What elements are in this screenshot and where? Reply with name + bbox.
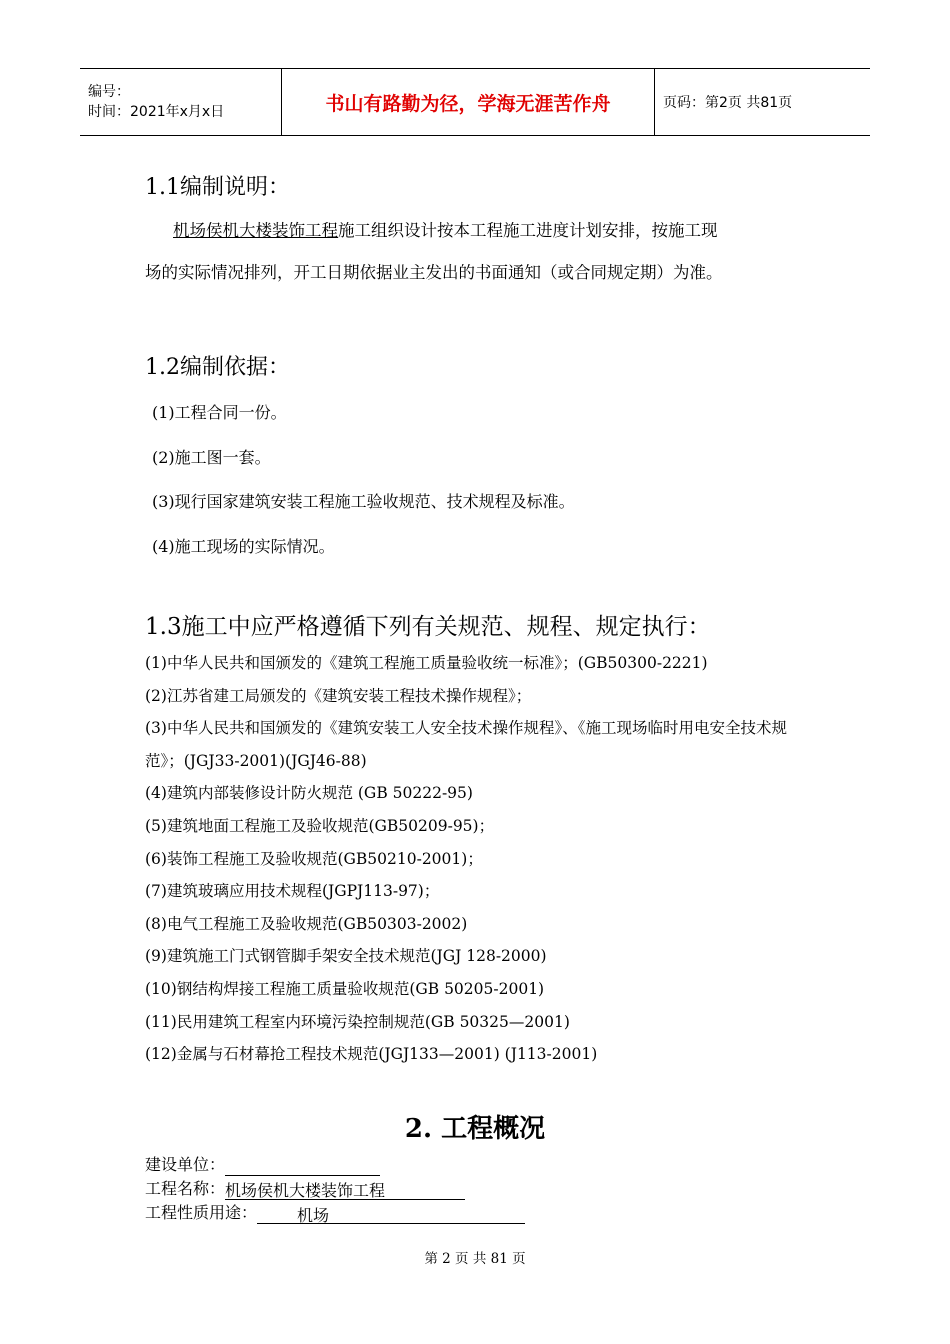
header-left-cell bbox=[80, 69, 282, 135]
spec-item-9: (9)建筑施工门式钢管脚手架安全技术规范(JGJ 128-2000) bbox=[145, 947, 547, 966]
spec-item-1: (1)中华人民共和国颁发的《建筑工程施工质量验收统一标准》；(GB50300-2221) bbox=[145, 654, 708, 672]
basis-item-1: (1)工程合同一份。 bbox=[152, 403, 287, 422]
field-project-use-label: 工程性质用途： bbox=[145, 1203, 258, 1222]
section-1-1-line-1 bbox=[145, 210, 815, 252]
section-1-3-title: 1.3施工中应严格遵循下列有关规范、规程、规定执行： bbox=[145, 614, 711, 640]
spec-item-6: (6)装饰工程施工及验收规范(GB50210-2001)； bbox=[145, 849, 483, 868]
spec-item-10: (10)钢结构焊接工程施工质量验收规范(GB 50205-2001) bbox=[145, 979, 545, 998]
page-footer: 第 2 页 共 81 页 bbox=[424, 1251, 526, 1267]
section-1-2-title: 1.2编制依据： bbox=[145, 355, 290, 380]
field-project-name bbox=[145, 1178, 465, 1200]
basis-item-4: (4)施工现场的实际情况。 bbox=[152, 537, 335, 556]
basis-item-2: (2)施工图一套。 bbox=[152, 448, 271, 467]
spec-item-5: (5)建筑地面工程施工及验收规范(GB50209-95)； bbox=[145, 816, 495, 835]
field-construction-unit bbox=[145, 1154, 380, 1176]
spec-item-3: (3)中华人民共和国颁发的《建筑安装工人安全技术操作规程》、《施工现场临时用电安全技术规范》；(JGJ33-2001)(JGJ46-88) bbox=[145, 719, 787, 770]
header-page-cell bbox=[655, 69, 870, 135]
section-1-1-body bbox=[145, 210, 815, 294]
field-project-use bbox=[145, 1202, 525, 1224]
document-number-label: 编号： bbox=[88, 84, 130, 100]
field-construction-unit-value bbox=[225, 1156, 380, 1176]
spec-list bbox=[145, 647, 817, 1071]
spec-item-7: (7)建筑玻璃应用技术规程(JGPJ113-97)； bbox=[145, 882, 440, 901]
field-construction-unit-label: 建设单位： bbox=[145, 1155, 226, 1174]
project-name-link: 机场侯机大楼装饰工程 bbox=[173, 221, 338, 240]
spec-item-2: (2)江苏省建工局颁发的《建筑安装工程技术操作规程》； bbox=[145, 686, 532, 705]
field-project-name-label: 工程名称： bbox=[145, 1179, 226, 1198]
spec-item-8: (8)电气工程施工及验收规范(GB50303-2002) bbox=[145, 914, 468, 933]
field-project-use-value: 机场 bbox=[257, 1205, 525, 1224]
spec-item-11: (11)民用建筑工程室内环境污染控制规范(GB 50325—2001) bbox=[145, 1012, 570, 1031]
basis-item-3: (3)现行国家建筑安装工程施工验收规范、技术规程及标准。 bbox=[152, 492, 575, 511]
header-motto: 书山有路勤为径，学海无涯苦作舟 bbox=[325, 92, 611, 115]
spec-item-4: (4)建筑内部装修设计防火规范 (GB 50222-95) bbox=[145, 784, 473, 803]
section-1-1-title: 1.1编制说明： bbox=[145, 175, 290, 200]
section-2-title: 2. 工程概况 bbox=[404, 1114, 546, 1144]
document-date-label: 时间：2021年x月x日 bbox=[88, 104, 225, 120]
header-motto-cell bbox=[282, 69, 655, 135]
spec-item-12: (12)金属与石材幕抢工程技术规范(JGJ133—2001) (J113-2001) bbox=[145, 1045, 598, 1064]
section-1-1-line-2: 场的实际情况排列，开工日期依据业主发出的书面通知（或合同规定期）为准。 bbox=[145, 263, 723, 282]
page-header bbox=[80, 68, 870, 136]
field-project-name-value: 机场侯机大楼装饰工程 bbox=[225, 1180, 465, 1200]
section-1-1-line-1-rest: 施工组织设计按本工程施工进度计划安排，按施工现 bbox=[338, 221, 718, 240]
header-page-number: 页码：第2页 共81页 bbox=[663, 95, 793, 111]
